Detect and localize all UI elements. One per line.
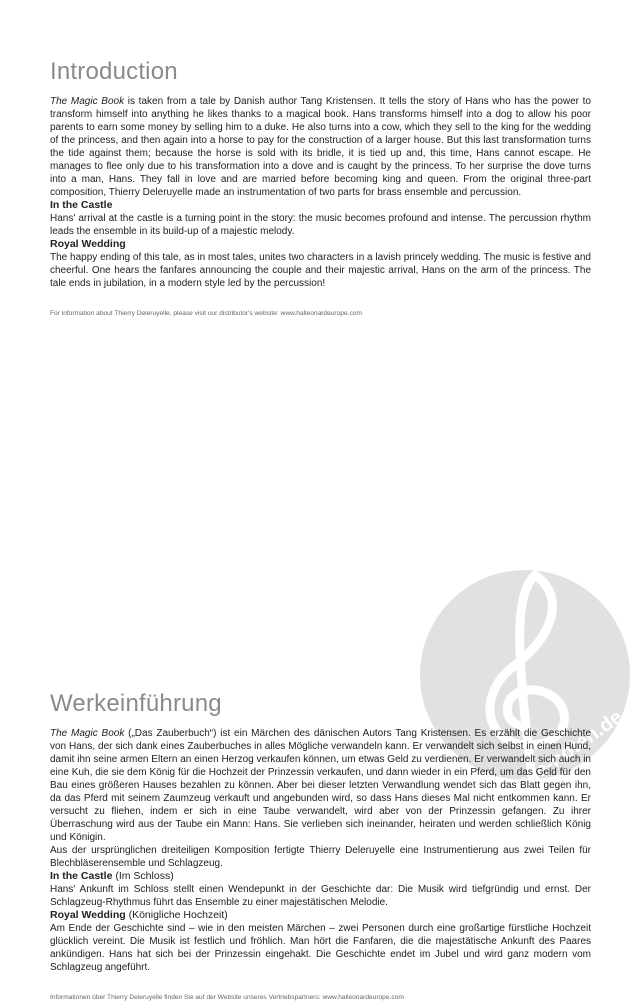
castle-paragraph: Hans' Ankunft im Schloss stellt einen Wendepunkt in der Geschichte dar: Die Musik wird tiefgründig und ernst. Der Schlagzeug-Rhythmus führt das Ensemble zu einer majestätischen Melodie. [50,884,591,908]
subheading [50,870,591,883]
castle-paragraph: Hans' arrival at the castle is a turning point in the story: the music becomes profound and intense. The percussion rhythm leads the ensemble in its build-up of a majestic melody. [50,213,591,237]
introduction-section [50,58,591,320]
subheading [50,909,591,922]
work-title: The Magic Book [50,728,125,739]
footnote: Informationen über Thierry Deleruyelle finden Sie auf der Website unseres Vertriebspartners: www.halleonardeurope.com [50,994,404,1001]
subheading: Royal Wedding [50,238,126,250]
subheading: In the Castle [50,199,113,211]
composition-paragraph: Aus der ursprünglichen dreiteiligen Komposition fertigte Thierry Deleruyelle eine Instrumentierung aus zwei Teilen für Blechbläserensemble und Schlagzeug. [50,845,591,869]
section-title: Introduction [50,58,178,85]
footnote: For information about Thierry Deleruyelle, please visit our distributor's website: www.halleonardeurope.com [50,310,362,317]
subheading-translation: (Im Schloss) [112,870,174,882]
paragraph-text: („Das Zauberbuch“) ist ein Märchen des dänischen Autors Tang Kristensen. Es erzählt die Geschichte von Hans, der sich dank eines Zauberbuches in alles Mögliche verwandeln kann. Er verwandelt sich selbst in einen Hund, damit ihn seine armen Eltern an einen Herzog verkaufen können, um etwas Geld zu verdienen. Er verwandelt sich auch in eine Kuh, die sie dem König für die Hochzeit der Prinzessin verkaufen, und dann wieder in ein Pferd, um das Geld für den Bau eines größeren Hauses bezahlen zu können. Aber bei dieser letzten Verwandlung wendet sich das Blatt gegen ihn, da das Pferd mit seinem Zaumzeug verkauft und angebunden wird, so dass Hans dieses Mal nicht entkommen kann. Er versucht zu fliehen, indem er sich in eine Taube verwandelt, wird aber von der Prinzessin gefangen. Zu ihrer Überraschung wird aus der Taube ein Mann: Hans. Sie verlieben sich ineinander, heiraten und werden schließlich König und Königin. [50,728,592,843]
paragraph-text: is taken from a tale by Danish author Tang Kristensen. It tells the story of Hans who has the power to transform himself into anything he likes thanks to a magical book. Hans transforms himself into a dog to allow his poor parents to earn some money by selling him to a duke. He also turns into a cow, which they sell to the king for the wedding of the princess, and then again into a horse to pay for the construction of a larger house. But this last transformation turns the tide against them; because the horse is sold with its bridle, it is tied up and, this time, Hans cannot escape. He manages to flee only due to his transformation into a dove and is caught by the princess. To her surprise the dove turns into a man, Hans. They fall in love and are married before becoming king and queen. From the original three-part composition, Thierry Deleruyelle made an instrumentation of two parts for brass ensemble and percussion. [50,96,591,198]
section-title: Werkeinführung [50,690,222,717]
intro-paragraph [50,727,591,844]
werkeinfuehrung-section [50,690,591,1004]
intro-paragraph [50,95,591,199]
subheading-title: In the Castle [50,870,113,882]
work-title: The Magic Book [50,96,125,107]
subheading-translation: (Königliche Hochzeit) [125,909,228,921]
watermark-text: alle-noten.de [513,705,627,795]
subheading-title: Royal Wedding [50,909,126,921]
wedding-paragraph: The happy ending of this tale, as in most tales, unites two characters in a lavish princely wedding. The music is festive and cheerful. One hears the fanfares announcing the couple and their majestic arrival, Hans on the arm of the princess. The tale ends in jubilation, in a modern style led by the percussion! [50,252,591,289]
wedding-paragraph: Am Ende der Geschichte sind – wie in den meisten Märchen – zwei Personen durch eine großartige fürstliche Hochzeit glücklich vereint. Die Musik ist festlich und fröhlich. Man hört die Fanfaren, die die majestätische Ankunft des Paares ankündigen. Hans hat sich bei der Prinzessin eingehakt. Die Geschichte endet im Jubel und wird ganz modern vom Schlagzeug angeführt. [50,923,591,973]
